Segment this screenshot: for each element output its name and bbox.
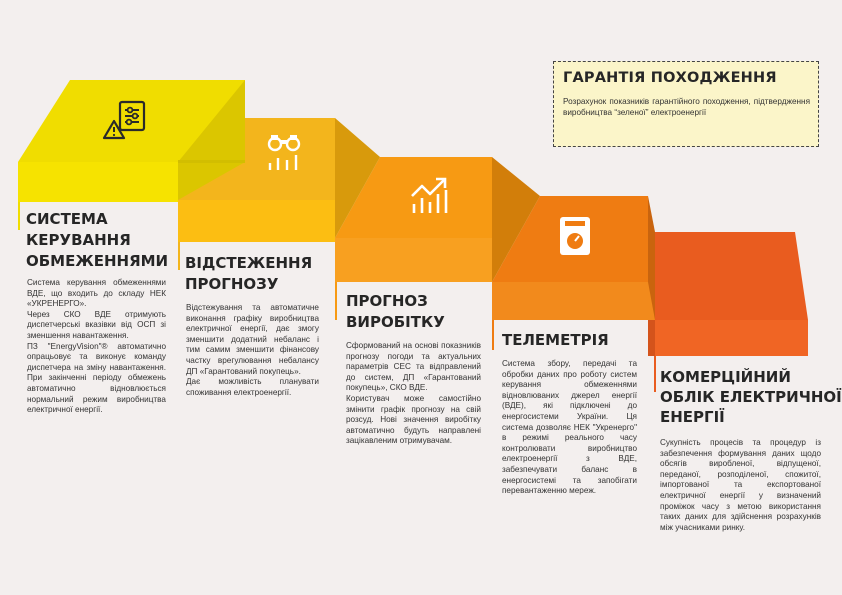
step-5-title: КОМЕРЦІЙНИЙ ОБЛІК ЕЛЕКТРИЧНОЇ ЕНЕРГІЇ [660, 368, 842, 426]
guarantee-text: Розрахунок показників гарантійного походження, підтвердження виробництва “зеленої” електроенергії [563, 97, 810, 117]
step-1-title: СИСТЕМА КЕРУВАННЯ ОБМЕЖЕННЯМИ [26, 210, 169, 270]
binoculars-chart-icon [263, 130, 307, 174]
guarantee-title: ГАРАНТІЯ ПОХОДЖЕННЯ [563, 70, 777, 86]
step-1-text: Система керування обмеженнями ВДЕ, що входить до складу НЕК «УКРЕНЕРГО». Через СКО ВДЕ отримують диспетчерські вказівки від ОСП зі зменшення навантаження. ПЗ "EnergyVision"® автоматично опрацьовує та виконує команду диспетчера на зміну навантаження. При закінченні періоду обмежень автоматично відновлюється нормальний режим виробництва електричної енергії. [27, 278, 166, 415]
control-panel-warning-icon [100, 99, 150, 141]
step-1-front [18, 162, 178, 202]
step-3-front [335, 238, 492, 282]
step-4-title: ТЕЛЕМЕТРІЯ [502, 331, 609, 349]
step-5-top [655, 232, 808, 320]
step-2-title: ВІДСТЕЖЕННЯ ПРОГНОЗУ [185, 254, 313, 293]
step-1-divider [178, 160, 245, 163]
meter-gauge-icon [559, 216, 591, 256]
step-2-text: Відстежування та автоматичне виконання графіку виробництва електричної енергії, дає змогу зменшити додатний небаланс і тим самим зменшити фінансову частку врегулювання небалансу ДП «Гарантований покупець». Дає можливість планувати споживання електроенергії. [186, 303, 319, 397]
guarantee-box [553, 61, 819, 147]
step-3-text: Сформований на основі показників прогнозу погоди та актуальних параметрів СЕС та відправлений до систем, ДП «Гарантований покупець», СКО ВДЕ. Користувач може самостійно змінити графік прогнозу на свій розсуд. Нові значення виробітку автоматично будуть направлені зацікавленим отримувачам. [346, 341, 481, 446]
step-4-front [492, 282, 655, 320]
step-4-text: Система збору, передачі та обробки даних про роботу систем керування обмеженнями відновлюваних джерел енергії (ВДЕ), які підключені до енергосистеми України. Ця система дозволяє НЕК "Укренерго" в режимі реального часу контролювати виробництво електроенергії з ВДЕ, забезпечувати баланс в енергосистемі та запобігати перевантаженню мереж. [502, 359, 637, 496]
step-5-front [655, 320, 808, 356]
growth-chart-icon [408, 174, 450, 216]
step-5-text: Сукупність процесів та процедур із забезпечення формування даних щодо обсягів виробленої, відпущеної, переданої, розподіленої, спожитої, імпортованої та експортованої електричної енергії у визначений проміжок часу з метою використання таких даних для здійснення розрахунків між учасниками ринку. [660, 438, 821, 532]
step-2-front [178, 200, 335, 242]
step-3-title: ПРОГНОЗ ВИРОБІТКУ [346, 292, 445, 331]
